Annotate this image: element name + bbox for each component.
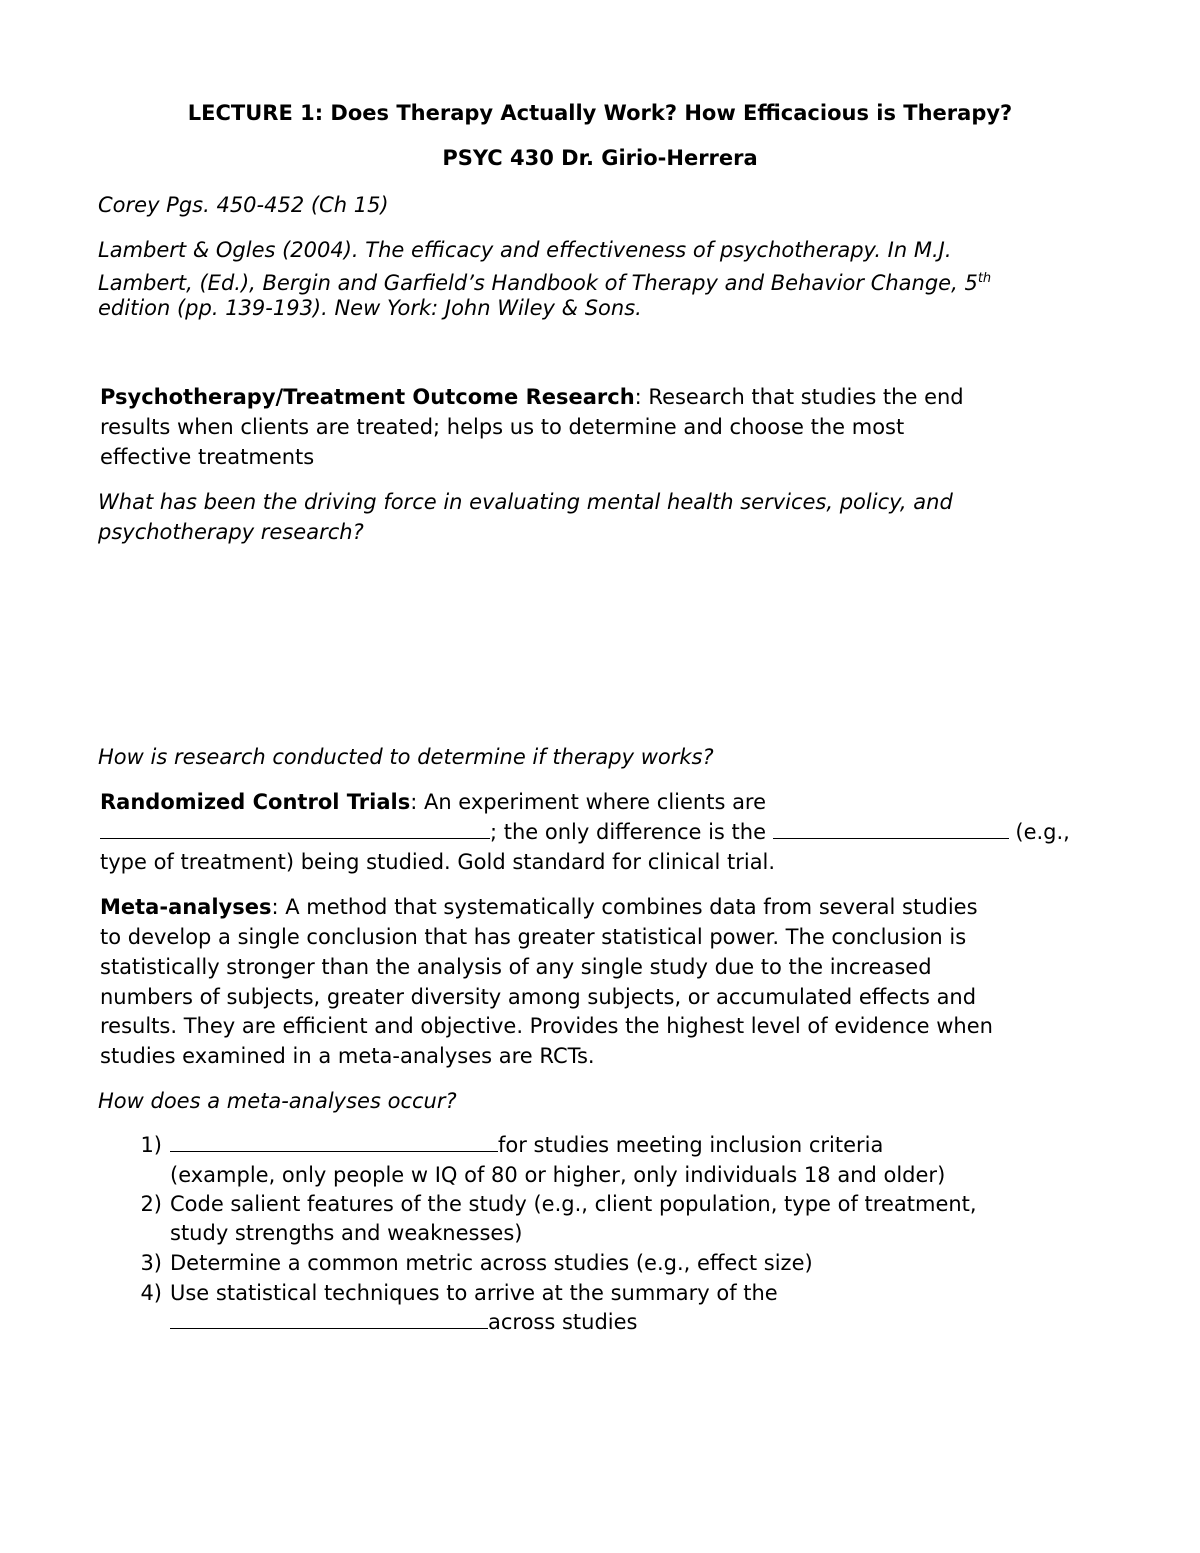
lecture-title: LECTURE 1: Does Therapy Actually Work? How Efficacious is Therapy? <box>187 101 1013 125</box>
rct-line3: type of treatment) being studied. Gold standard for clinical trial. <box>100 850 776 874</box>
rct-line2-text: ; the only difference is the <box>490 820 766 844</box>
outcome-research-line2: results when clients are treated; helps us to determine and choose the most <box>100 415 905 439</box>
fill-in-blank[interactable] <box>170 1310 488 1329</box>
driving-force-question-line2: psychotherapy research? <box>98 520 364 544</box>
research-conducted-question: How is research conducted to determine if therapy works? <box>98 745 714 769</box>
step-1-line1 <box>170 1132 883 1158</box>
rct-line2 <box>100 819 1070 845</box>
outcome-research-line3: effective treatments <box>100 445 315 469</box>
meta-line1 <box>100 894 978 920</box>
step-number: 1) <box>140 1133 162 1157</box>
edition-superscript: th <box>977 271 992 286</box>
step-4-line2 <box>170 1309 638 1335</box>
meta-term: Meta-analyses <box>100 895 272 919</box>
meta-line3: statistically stronger than the analysis of any single study due to the increased <box>100 955 932 979</box>
outcome-research-definition: : Research that studies the end <box>634 385 964 409</box>
step-4-line1: Use statistical techniques to arrive at the summary of the <box>170 1281 778 1305</box>
meta-definition: : A method that systematically combines data from several studies <box>271 895 978 919</box>
rct-line2-end: (e.g., <box>1015 820 1070 844</box>
fill-in-blank[interactable] <box>100 820 490 839</box>
step-4-text: across studies <box>488 1310 638 1334</box>
rct-line1 <box>100 789 766 815</box>
step-number: 2) <box>140 1192 162 1216</box>
fill-in-blank[interactable] <box>170 1133 498 1152</box>
step-3-line1: Determine a common metric across studies (e.g., effect size) <box>170 1251 813 1275</box>
step-1-line2: (example, only people w IQ of 80 or higher, only individuals 18 and older) <box>170 1163 946 1187</box>
meta-line2: to develop a single conclusion that has greater statistical power. The conclusion is <box>100 925 967 949</box>
rct-definition: : An experiment where clients are <box>410 790 767 814</box>
driving-force-question-line1: What has been the driving force in evaluating mental health services, policy, and <box>98 490 953 514</box>
step-2-line1: Code salient features of the study (e.g., client population, type of treatment, <box>170 1192 977 1216</box>
meta-line5: results. They are efficient and objective. Provides the highest level of evidence when <box>100 1014 993 1038</box>
step-2-line2: study strengths and weaknesses) <box>170 1221 523 1245</box>
step-number: 3) <box>140 1251 162 1275</box>
meta-occur-question: How does a meta-analyses occur? <box>98 1089 457 1113</box>
outcome-research-term: Psychotherapy/Treatment Outcome Research <box>100 385 635 409</box>
fill-in-blank[interactable] <box>773 820 1009 839</box>
reading-lambert-line3: edition (pp. 139-193). New York: John Wiley & Sons. <box>98 296 642 320</box>
step-1-text: for studies meeting inclusion criteria <box>498 1133 884 1157</box>
reading-lambert-line2 <box>98 266 991 296</box>
rct-term: Randomized Control Trials <box>100 790 411 814</box>
reading-lambert-text: Lambert, (Ed.), Bergin and Garfield’s Handbook of Therapy and Behavior Change, 5 <box>98 271 978 295</box>
meta-line4: numbers of subjects, greater diversity among subjects, or accumulated effects and <box>100 985 977 1009</box>
step-number: 4) <box>140 1281 162 1305</box>
course-instructor: PSYC 430 Dr. Girio-Herrera <box>442 146 758 170</box>
reading-lambert-line1: Lambert & Ogles (2004). The efficacy and effectiveness of psychotherapy. In M.J. <box>98 238 952 262</box>
outcome-research-line1 <box>100 384 964 410</box>
reading-corey: Corey Pgs. 450-452 (Ch 15) <box>98 193 389 217</box>
meta-line6: studies examined in a meta-analyses are RCTs. <box>100 1044 595 1068</box>
